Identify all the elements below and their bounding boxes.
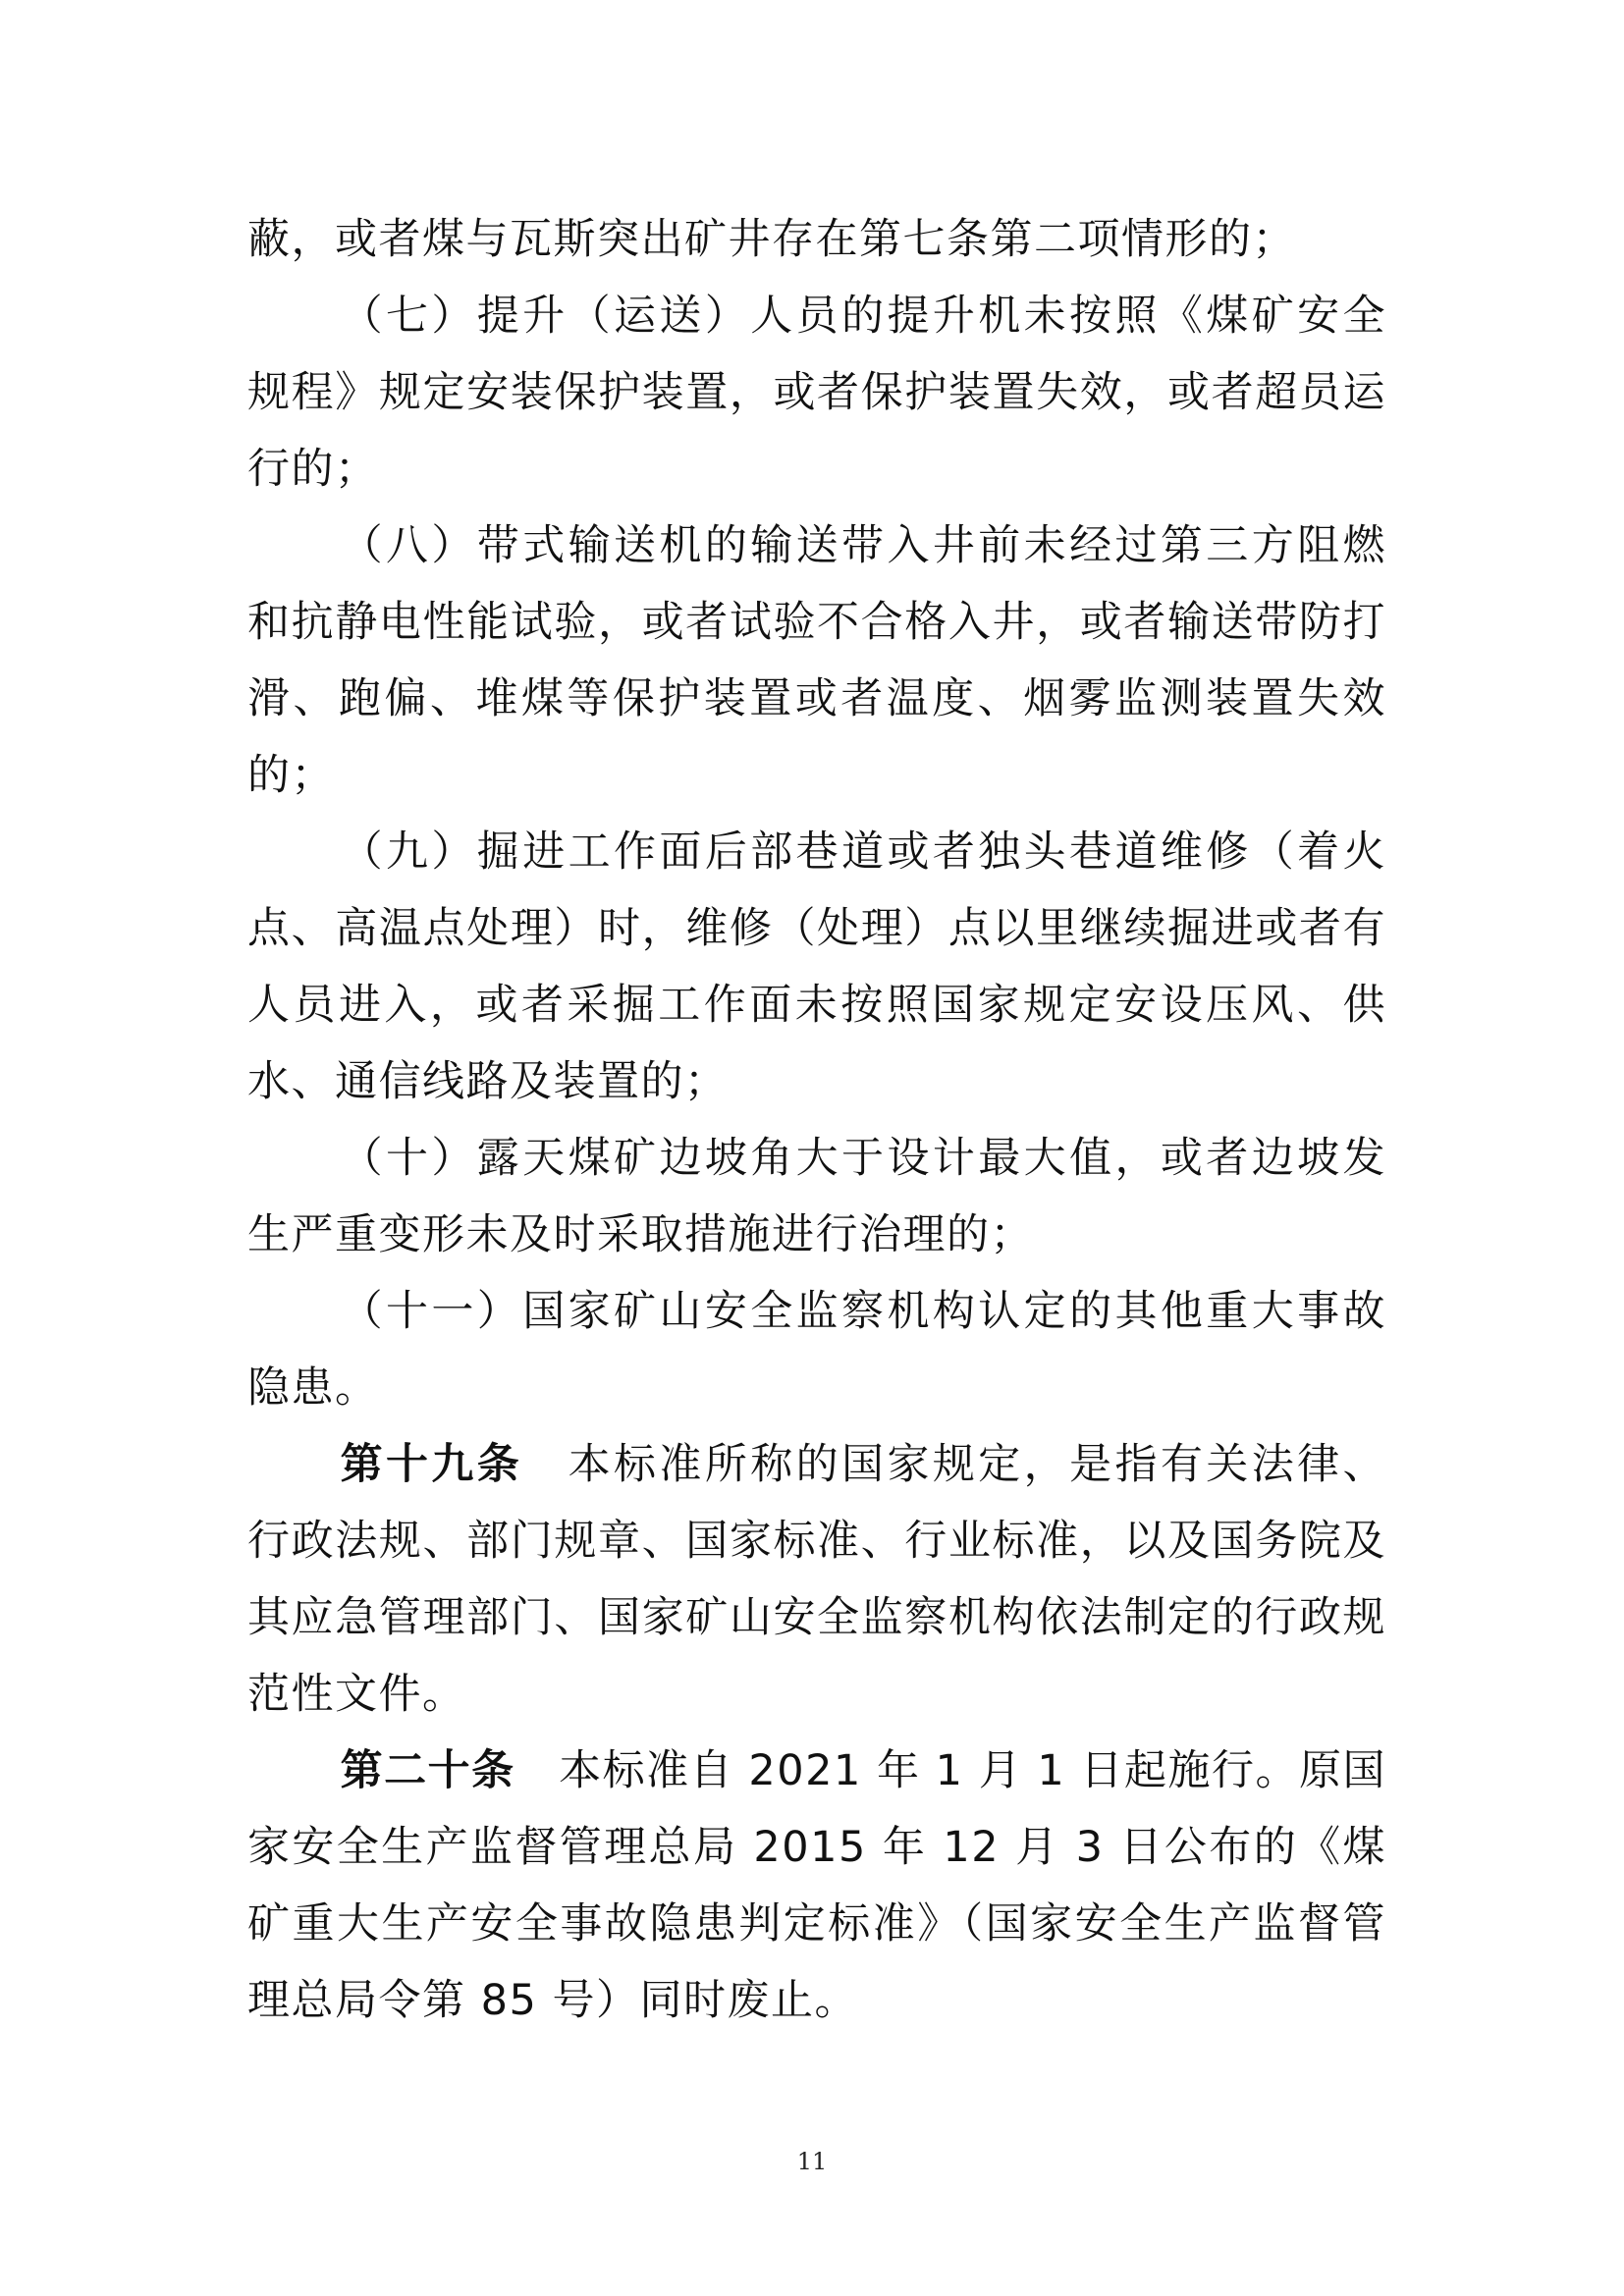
document-body [247, 201, 1386, 2039]
paragraph-continuation: 蔽，或者煤与瓦斯突出矿井存在第七条第二项情形的； [247, 215, 1296, 264]
article-19 [247, 1426, 1386, 1733]
paragraph-item-7: （七）提升（运送）人员的提升机未按照《煤矿安全规程》规定安装保护装置，或者保护装置失效，或者超员运行的； [247, 292, 1386, 494]
paragraph-item-11: （十一）国家矿山安全监察机构认定的其他重大事故隐患。 [247, 1287, 1386, 1413]
page-number: 11 [796, 2148, 828, 2175]
paragraph-item-9: （九）掘进工作面后部巷道或者独头巷道维修（着火点、高温点处理）时，维修（处理）点以里继续掘进或者有人员进入，或者采掘工作面未按照国家规定安设压风、供水、通信线路及装置的； [247, 828, 1386, 1106]
paragraph-item-10: （十）露天煤矿边坡角大于设计最大值，或者边坡发生严重变形未及时采取措施进行治理的； [247, 1134, 1386, 1259]
paragraph-item-8: （八）带式输送机的输送带入井前未经过第三方阻燃和抗静电性能试验，或者试验不合格入井，或者输送带防打滑、跑偏、堆煤等保护装置或者温度、烟雾监测装置失效的； [247, 521, 1386, 800]
article-20-label: 第二十条 [340, 1746, 515, 1795]
article-19-label: 第十九条 [340, 1440, 523, 1489]
article-20-text: 本标准自 2021 年 1 月 1 日起施行。原国家安全生产监督管理总局 2015 年 12 月 3 日公布的《煤矿重大生产安全事故隐患判定标准》（国家安全生产监督管理总局令第 85 号）同时废止。 [247, 1746, 1386, 2025]
article-19-text: 本标准所称的国家规定，是指有关法律、行政法规、部门规章、国家标准、行业标准，以及国务院及其应急管理部门、国家矿山安全监察机构依法制定的行政规范性文件。 [247, 1440, 1387, 1719]
article-20 [247, 1733, 1386, 2039]
